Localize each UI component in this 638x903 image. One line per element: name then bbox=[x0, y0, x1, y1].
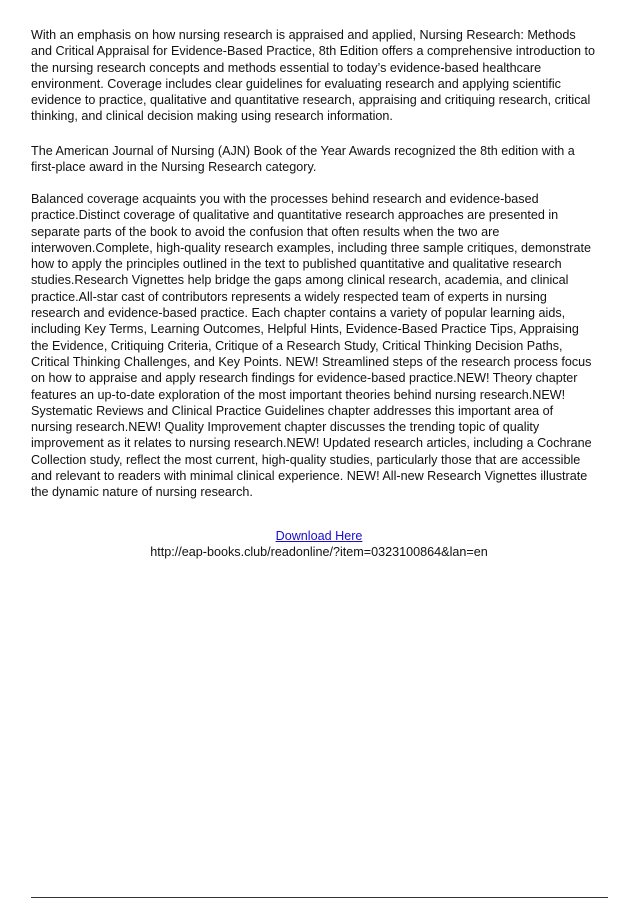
text-line: the nursing research concepts and methods essential to today’s evidence-based healthcare bbox=[31, 60, 542, 75]
text-line: Systematic Reviews and Clinical Practice Guidelines chapter addresses this important area of bbox=[31, 403, 554, 418]
text-line: environment. Coverage includes clear guidelines for evaluating research and applying scientific bbox=[31, 76, 561, 91]
text-line: improvement as it relates to nursing research.NEW! Updated research articles, including a Cochrane bbox=[31, 436, 592, 451]
text-line: how to apply the principles outlined in the text to published quantitative and qualitative research bbox=[31, 257, 562, 272]
text-line: including Key Terms, Learning Outcomes, Helpful Hints, Evidence-Based Practice Tips, Appraising bbox=[31, 322, 579, 337]
text-line: the Evidence, Critiquing Criteria, Critique of a Research Study, Critical Thinking Decision Paths, bbox=[31, 338, 563, 353]
text-line: research and evidence-based practice. Each chapter contains a variety of popular learning aids, bbox=[31, 306, 566, 321]
text-line: studies.Research Vignettes help bridge the gaps among clinical research, academia, and clinical bbox=[31, 273, 569, 288]
text-line: Balanced coverage acquaints you with the processes behind research and evidence-based bbox=[31, 192, 539, 206]
download-link[interactable]: Download Here bbox=[275, 529, 363, 543]
footer-divider bbox=[31, 897, 608, 898]
paragraph-intro bbox=[31, 27, 621, 125]
text-line: nursing research.NEW! Quality Improvement chapter discusses the trending topic of quality bbox=[31, 420, 540, 435]
text-line: The American Journal of Nursing (AJN) Book of the Year Awards recognized the 8th edition with a bbox=[31, 144, 575, 158]
paragraph-award bbox=[31, 143, 621, 176]
text-line: first-place award in the Nursing Research category. bbox=[31, 160, 317, 175]
text-line: and Critical Appraisal for Evidence-Based Practice, 8th Edition offers a comprehensive introduction to bbox=[31, 44, 595, 59]
text-line: With an emphasis on how nursing research is appraised and applied, Nursing Research: Methods bbox=[31, 28, 576, 42]
paragraph-features bbox=[31, 191, 621, 501]
text-line: features an up-to-date exploration of the most important theories behind nursing research.NEW! bbox=[31, 387, 566, 402]
text-line: practice.Distinct coverage of qualitative and quantitative research approaches are presented in bbox=[31, 208, 559, 223]
download-url-text: http://eap-books.club/readonline/?item=0323100864&lan=en bbox=[150, 545, 488, 559]
text-line: on how to appraise and apply research findings for evidence-based practice.NEW! Theory chapter bbox=[31, 371, 578, 386]
text-line: thinking, and clinical decision making using research information. bbox=[31, 109, 393, 124]
text-line: Collection study, reflect the most current, high-quality studies, particularly those that are accessible bbox=[31, 452, 581, 467]
text-line: and relevant to readers with minimal clinical experience. NEW! All-new Research Vignettes illustrate bbox=[31, 469, 588, 484]
text-line: separate parts of the book to avoid the confusion that often results when the two are bbox=[31, 224, 500, 239]
text-line: evidence to practice, qualitative and quantitative research, appraising and critiquing research, critical bbox=[31, 93, 591, 108]
text-line: the dynamic nature of nursing research. bbox=[31, 485, 253, 500]
text-line: Critical Thinking Challenges, and Key Points. NEW! Streamlined steps of the research process focus bbox=[31, 354, 592, 369]
text-line: practice.All-star cast of contributors represents a widely respected team of experts in nursing bbox=[31, 289, 547, 304]
text-line: interwoven.Complete, high-quality research examples, including three sample critiques, demonstrate bbox=[31, 240, 592, 255]
